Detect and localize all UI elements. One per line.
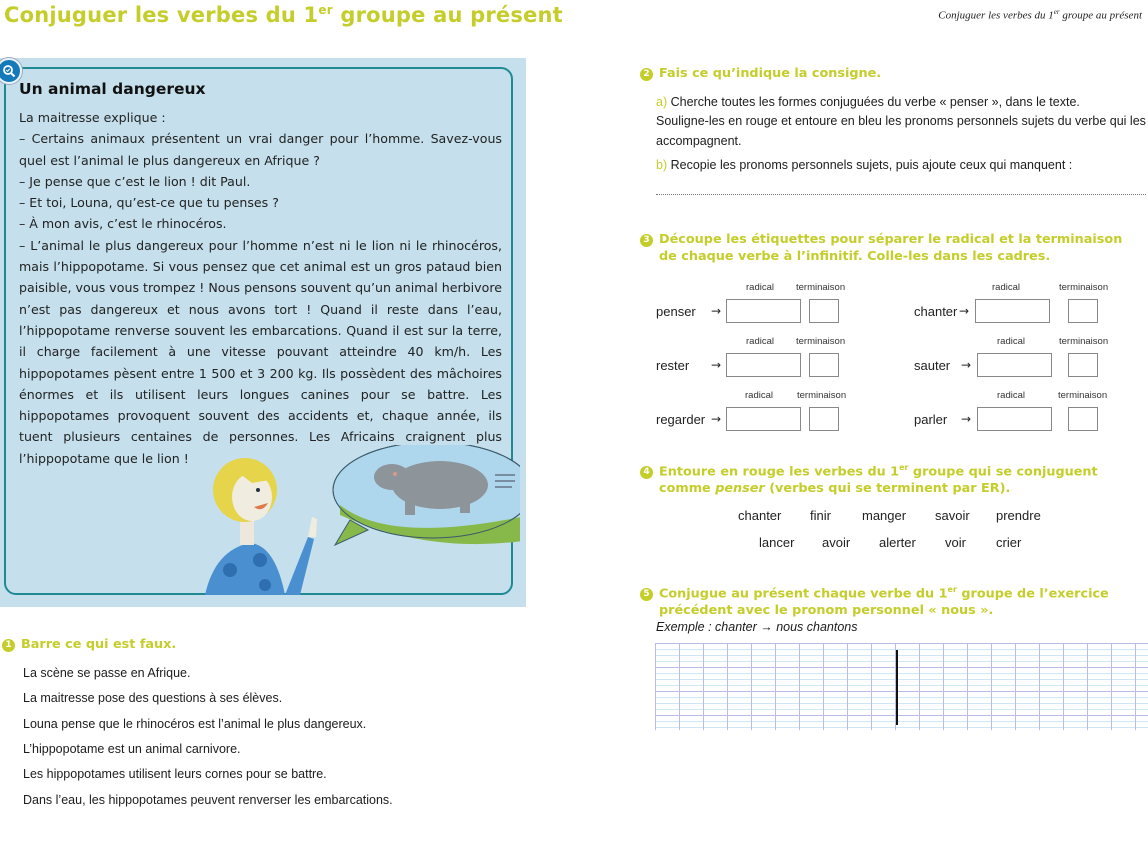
radical-label: radical [746,336,774,347]
title-sup: er [318,3,333,17]
radical-box[interactable] [977,353,1052,377]
ending-label: terminaison [796,282,846,293]
exercise-number-badge: 3 [640,234,653,247]
radical-box[interactable] [726,353,801,377]
exercise-2a-line: accompagnent. [656,134,742,148]
exercise-3-title [640,231,1122,265]
statement[interactable]: Louna pense que le rhinocéros est l’animal le plus dangereux. [23,717,367,731]
verb-parler: parler [914,412,948,427]
radical-box[interactable] [726,407,801,431]
title-text: Conjuguer les verbes du 1 [4,3,319,27]
verb-penser: penser [656,304,696,319]
handwriting-grid[interactable] [655,643,1148,730]
radical-label: radical [992,282,1020,293]
title-text: Conjugue au présent chaque verbe du 1 [659,586,948,602]
answer-dotted-line[interactable] [656,194,1146,195]
statement[interactable]: Les hippopotames utilisent leurs cornes pour se battre. [23,767,327,781]
arrow-icon: → [711,358,722,372]
word-option[interactable]: crier [996,535,1022,550]
reading-line: – Et toi, Louna, qu’est-ce que tu penses ? [19,195,279,211]
reading-heading: Un animal dangereux [19,80,206,98]
exercise-1-title [2,636,176,653]
radical-label: radical [997,336,1025,347]
word-option[interactable]: lancer [759,535,795,550]
radical-label: radical [745,390,773,401]
reading-line: – Je pense que c’est le lion ! dit Paul. [19,173,251,189]
reading-line: – L’animal le plus dangereux pour l’homme n’est ni le lion ni le rhinocéros, mais l’hippopotame. Si vous pensez que cet animal est un gros pataud bien paisible, vous vous trompez ! Nous pensons souvent qu’un animal herbivore n’est pas dangereux et nous avons tort ! Quand il reste dans l’eau, l’hippopotame renverse souvent les embarcations. Quand il est sur la terre, il charge facilement à une vitesse pouvant atteindre 40 km/h. Les hippopotames pèsent entre 1 500 et 3 200 kg. Ils possèdent des mâchoires énormes et ils utilisent leurs longues canines pour se battre. Les hippopotames provoquent souvent des accidents et, chaque année, ils tuent plusieurs centaines de personnes. Les Africains craignent plus l’hippopotame que le lion ! [19,237,502,466]
ending-label: terminaison [1058,390,1108,401]
word-option[interactable]: savoir [935,508,970,523]
word-option[interactable]: alerter [879,535,916,550]
radical-box[interactable] [977,407,1052,431]
exercise-number-badge: 4 [640,466,653,479]
exercise-4-title [640,459,1098,497]
running-head [938,8,1142,22]
word-option[interactable]: voir [945,535,966,550]
sub-label: a) [656,95,668,109]
example-text: Exemple : chanter → nous chantons [656,620,858,634]
title-text: groupe qui se conjuguent [908,464,1098,480]
statement[interactable]: La scène se passe en Afrique. [23,666,191,680]
statement[interactable]: La maitresse pose des questions à ses élèves. [23,691,283,705]
running-head-suffix: groupe au présent [1059,9,1142,22]
ending-box[interactable] [809,407,839,431]
arrow-icon: → [711,412,722,426]
exercise-number-badge: 2 [640,68,653,81]
arrow-icon: → [959,304,970,318]
exercise-2a-line: Souligne-les en rouge et entoure en bleu les pronoms personnels sujets du verbe qui les [656,114,1146,128]
ending-box[interactable] [809,299,839,323]
teacher-icon [205,458,317,595]
exercise-2-title-text: Fais ce qu’indique la consigne. [659,66,882,81]
ending-label: terminaison [1059,336,1109,347]
title-text: précédent avec le pronom personnel « nous ». [659,603,994,619]
title-sup: er [947,585,957,594]
arrow-icon: → [961,412,972,426]
exercise-2a-line [656,95,1080,109]
instruction-text: Cherche toutes les formes conjuguées du verbe « penser », dans le texte. [670,95,1080,109]
title-text: groupe de l’exercice [956,586,1109,602]
title-text: comme [659,481,716,497]
ending-box[interactable] [1068,353,1098,377]
exercise-5-title [640,581,1109,619]
arrow-icon: → [711,304,722,318]
verb-rester: rester [656,358,690,373]
instruction-text: Recopie les pronoms personnels sujets, puis ajoute ceux qui manquent : [670,158,1073,172]
title-text: (verbes qui se terminent par ER). [764,481,1011,497]
word-option[interactable]: manger [862,508,907,523]
exercise-1-title-text: Barre ce qui est faux. [21,637,177,652]
reading-line: – Certains animaux présentent un vrai danger pour l’homme. Savez-vous quel est l’animal le plus dangereux en Afrique ? [19,131,502,168]
exercise-2-title [640,65,881,82]
word-option[interactable]: avoir [822,535,851,550]
teacher-hippo-illustration [190,445,520,595]
reading-text [19,107,502,469]
radical-label: radical [746,282,774,293]
exercise-3-title-line: de chaque verbe à l’infinitif. Colle-les dans les cadres. [659,249,1051,264]
word-option[interactable]: chanter [738,508,782,523]
title-text: Entoure en rouge les verbes du 1 [659,464,900,480]
exercise-3-title-line: Découpe les étiquettes pour séparer le radical et la terminaison [659,232,1123,247]
ending-label: terminaison [797,390,847,401]
title-sup: er [899,463,909,472]
ending-label: terminaison [796,336,846,347]
page-title [4,3,563,27]
running-head-sup: er [1053,8,1060,16]
statement[interactable]: Dans l’eau, les hippopotames peuvent renverser les embarcations. [23,793,393,807]
radical-label: radical [997,390,1025,401]
reading-line: La maitresse explique : [19,110,166,125]
word-option[interactable]: prendre [996,508,1041,523]
title-text-suffix: groupe au présent [332,3,563,27]
ending-box[interactable] [1068,299,1098,323]
exercise-2b-line [656,158,1072,172]
radical-box[interactable] [726,299,801,323]
title-emphasis: penser [715,481,765,497]
reading-line: – À mon avis, c’est le rhinocéros. [19,216,227,232]
statement[interactable]: L’hippopotame est un animal carnivore. [23,742,241,756]
ending-box[interactable] [1068,407,1098,431]
exercise-number-badge: 1 [2,639,15,652]
arrow-icon: → [961,358,972,372]
verb-chanter: chanter [914,304,958,319]
exercise-number-badge: 5 [640,588,653,601]
verb-regarder: regarder [656,412,706,427]
word-option[interactable]: finir [810,508,831,523]
text-cursor-bar [896,650,898,725]
running-head-text: Conjuguer les verbes du 1 [938,9,1054,22]
ending-label: terminaison [1059,282,1109,293]
sub-label: b) [656,158,668,172]
magnifier-icon [2,64,16,78]
verb-sauter: sauter [914,358,951,373]
ending-box[interactable] [809,353,839,377]
radical-box[interactable] [975,299,1050,323]
